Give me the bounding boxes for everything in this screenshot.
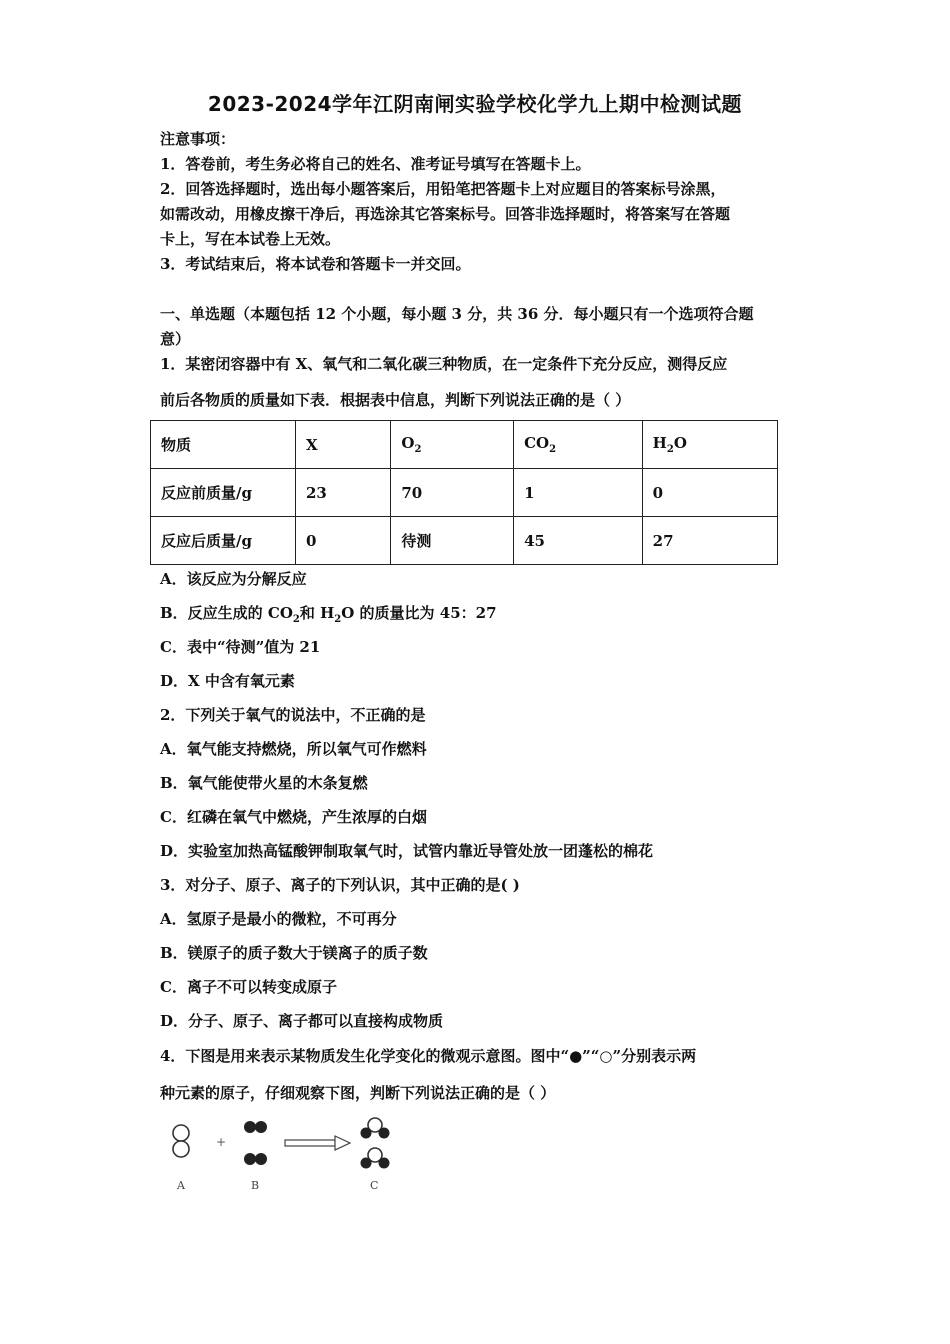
- table-cell: 27: [642, 517, 777, 565]
- formula-h: H: [652, 434, 667, 452]
- black-atom-icon: [244, 1153, 256, 1165]
- q1-option-b: [160, 602, 497, 625]
- q2-option-a: A．氧气能支持燃烧，所以氧气可作燃料: [160, 740, 427, 758]
- table-cell: 1: [514, 469, 643, 517]
- table-cell: 0: [642, 469, 777, 517]
- table-cell: 待测: [391, 517, 514, 565]
- formula-o: O: [673, 434, 687, 452]
- q1-option-b-part3: O 的质量比为 45：27: [341, 604, 497, 622]
- subscript: 2: [549, 444, 557, 455]
- table-row: [151, 469, 778, 517]
- section-heading: 一、单选题（本题包括 12 个小题，每小题 3 分，共 36 分．每小题只有一个选项符合题: [160, 305, 754, 323]
- q3-stem: 3．对分子、原子、离子的下列认识，其中正确的是( ): [160, 876, 520, 894]
- table-row: [151, 421, 778, 469]
- table-header-cell: X: [296, 421, 391, 469]
- subscript: 2: [666, 444, 674, 455]
- table-cell: 反应后质量/g: [151, 517, 296, 565]
- diagram-label-a: A: [177, 1179, 185, 1192]
- q1-mass-table: [150, 420, 778, 565]
- q4-stem: 4．下图是用来表示某物质发生化学变化的微观示意图。图中“●”“○”分别表示两: [160, 1047, 697, 1065]
- reaction-arrow-icon: [285, 1136, 350, 1150]
- q1-stem-cont: 前后各物质的质量如下表．根据表中信息，判断下列说法正确的是（ ）: [160, 391, 631, 409]
- table-cell: 23: [296, 469, 391, 517]
- q2-option-d: D．实验室加热高锰酸钾制取氧气时，试管内靠近导管处放一团蓬松的棉花: [160, 842, 654, 860]
- notice-item-2-end: 卡上，写在本试卷上无效。: [160, 230, 341, 248]
- page-title: 2023-2024学年江阴南闸实验学校化学九上期中检测试题: [207, 92, 743, 116]
- q2-stem: 2．下列关于氧气的说法中，不正确的是: [160, 706, 426, 724]
- q4-stem-cont: 种元素的原子，仔细观察下图，判断下列说法正确的是（ ）: [160, 1084, 556, 1102]
- white-atom-icon: [173, 1141, 189, 1157]
- table-cell: 70: [391, 469, 514, 517]
- subscript: 2: [414, 444, 422, 455]
- table-row: [151, 517, 778, 565]
- table-cell: 45: [514, 517, 643, 565]
- q3-option-b: B．镁原子的质子数大于镁离子的质子数: [160, 944, 428, 962]
- diagram-label-c: C: [370, 1179, 379, 1192]
- table-header-cell: [391, 421, 514, 469]
- q2-option-b: B．氧气能使带火星的木条复燃: [160, 774, 368, 792]
- q1-stem: 1．某密闭容器中有 X、氧气和二氧化碳三种物质，在一定条件下充分反应，测得反应: [160, 355, 728, 373]
- black-atom-icon: [255, 1153, 267, 1165]
- reaction-diagram: [160, 1115, 410, 1195]
- q1-option-d: D．X 中含有氧元素: [160, 672, 295, 690]
- table-header-cell: [642, 421, 777, 469]
- q1-option-b-part2: 和 H: [299, 604, 335, 622]
- white-atom-icon: [173, 1125, 189, 1141]
- q3-option-c: C．离子不可以转变成原子: [160, 978, 337, 996]
- notice-item-1: 1．答卷前，考生务必将自己的姓名、准考证号填写在答题卡上。: [160, 155, 591, 173]
- q1-option-c: C．表中“待测”值为 21: [160, 638, 321, 656]
- notice-item-2: 2．回答选择题时，选出每小题答案后，用铅笔把答题卡上对应题目的答案标号涂黑，: [160, 180, 726, 198]
- notice-item-3: 3．考试结束后，将本试卷和答题卡一并交回。: [160, 255, 471, 273]
- subscript: 2: [292, 614, 300, 625]
- black-atom-icon: [255, 1121, 267, 1133]
- q1-option-a: A．该反应为分解反应: [160, 570, 307, 588]
- q1-option-b-part1: B．反应生成的 CO: [160, 604, 293, 622]
- section-heading-cont: 意）: [160, 330, 191, 348]
- subscript: 2: [334, 614, 342, 625]
- black-atom-icon: [244, 1121, 256, 1133]
- q2-option-c: C．红磷在氧气中燃烧，产生浓厚的白烟: [160, 808, 427, 826]
- q3-option-a: A．氢原子是最小的微粒，不可再分: [160, 910, 397, 928]
- plus-sign: +: [216, 1135, 227, 1149]
- formula-o2: O: [401, 434, 415, 452]
- notice-heading: 注意事项：: [160, 130, 236, 148]
- table-header-cell: 物质: [151, 421, 296, 469]
- notice-item-2-cont: 如需改动，用橡皮擦干净后，再选涂其它答案标号。回答非选择题时，将答案写在答题: [160, 205, 731, 223]
- product-molecule-icon: [361, 1118, 390, 1139]
- table-cell: 反应前质量/g: [151, 469, 296, 517]
- table-cell: 0: [296, 517, 391, 565]
- q3-option-d: D．分子、原子、离子都可以直接构成物质: [160, 1012, 444, 1030]
- product-molecule-icon: [361, 1148, 390, 1169]
- formula-co2: CO: [524, 434, 550, 452]
- table-header-cell: [514, 421, 643, 469]
- diagram-label-b: B: [251, 1179, 260, 1192]
